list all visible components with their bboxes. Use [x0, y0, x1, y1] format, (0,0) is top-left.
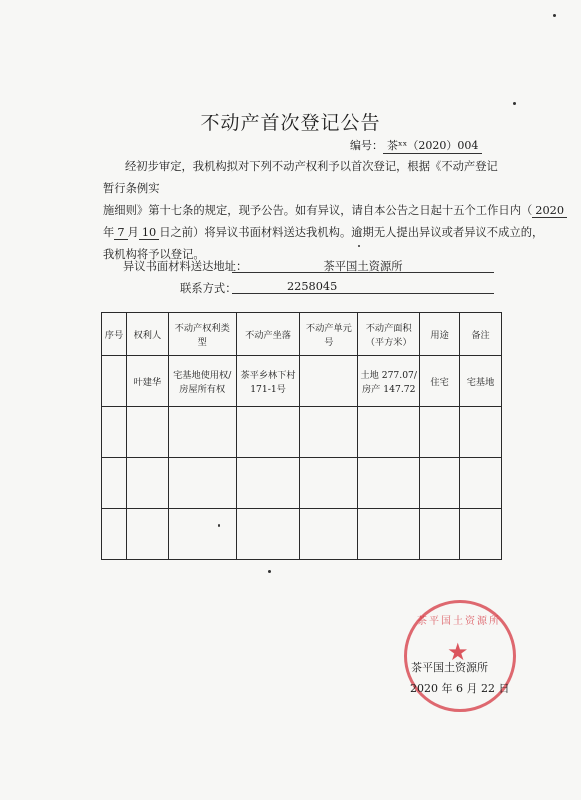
notice-title: 不动产首次登记公告	[200, 112, 381, 134]
table-row-empty	[102, 509, 502, 560]
cell-location: 茶平乡林下村171-1号	[236, 356, 300, 407]
scan-speck	[513, 102, 516, 105]
contact-label: 联系方式：	[180, 282, 237, 295]
cell-unit-no	[300, 356, 358, 407]
month-suffix: 月	[127, 226, 139, 239]
signature-date: 2020 年 6 月 22 日	[410, 682, 510, 695]
cell-owner: 叶建华	[126, 356, 168, 407]
body-line-3	[103, 222, 544, 244]
deadline-month: 7	[114, 226, 127, 240]
objection-address-value: 茶平国土资源所	[232, 258, 494, 273]
table-row-empty	[102, 458, 502, 509]
objection-address-label: 异议书面材料送达地址：	[123, 260, 248, 273]
contact	[180, 280, 237, 296]
seal-star-icon: ★	[447, 638, 469, 666]
deadline-day: 10	[139, 226, 159, 240]
body-line-2-text: 施细则》第十七条的规定，现予公告。如有异议，请自本公告之日起十五个工作日内（	[103, 204, 533, 217]
cell-note: 宅基地	[460, 356, 502, 407]
cell-right-type: 宅基地使用权/房屋所有权	[168, 356, 236, 407]
header-owner: 权利人	[126, 313, 168, 356]
cell-area: 土地 277.07/房产 147.72	[358, 356, 420, 407]
notice-body	[103, 156, 565, 266]
scan-speck	[358, 245, 360, 247]
document-number-value: 茶ˣˣ（2020）004	[383, 137, 482, 154]
scan-speck	[268, 570, 271, 573]
year-suffix: 年	[103, 226, 115, 239]
deadline-year: 2020	[532, 204, 567, 218]
table-row	[102, 356, 502, 407]
header-area: 不动产面积（平方米）	[358, 313, 420, 356]
header-note: 备注	[460, 313, 502, 356]
signature-organization: 茶平国土资源所	[411, 661, 488, 674]
header-unit-no: 不动产单元号	[300, 313, 358, 356]
objection-address	[123, 258, 247, 274]
scan-speck	[553, 14, 556, 17]
document-number-label: 编号：	[350, 139, 383, 152]
header-use: 用途	[420, 313, 460, 356]
table-row-empty	[102, 407, 502, 458]
header-index: 序号	[102, 313, 127, 356]
header-right-type: 不动产权利类型	[168, 313, 236, 356]
body-line-4: 我机构将予以登记。	[103, 248, 205, 261]
cell-use: 住宅	[420, 356, 460, 407]
cell-index	[102, 356, 127, 407]
registration-table	[101, 312, 502, 560]
contact-value: 2258045	[232, 280, 494, 294]
document-number	[350, 137, 482, 154]
body-line-2	[103, 200, 565, 222]
header-location: 不动产坐落	[236, 313, 300, 356]
body-line-3-text: 日之前）将异议书面材料送达我机构。逾期无人提出异议或者异议不成立的，	[159, 226, 544, 239]
table-header-row	[102, 313, 502, 356]
body-line-1: 经初步审定，我机构拟对下列不动产权利予以首次登记，根据《不动产登记暂行条例实	[103, 160, 498, 195]
seal-text: 茶平国土资源所	[417, 616, 501, 627]
scan-speck	[218, 524, 220, 527]
